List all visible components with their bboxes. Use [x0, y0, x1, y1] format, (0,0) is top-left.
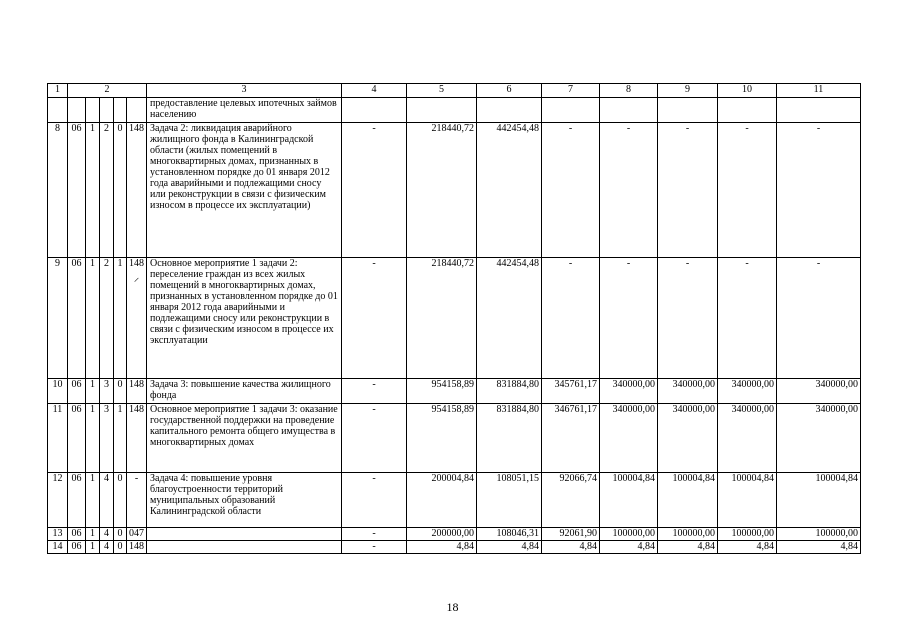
value-cell: 92066,74 — [542, 473, 600, 528]
value-cell: 340000,00 — [718, 379, 777, 404]
code-cell: 148 — [127, 404, 147, 473]
value-cell: - — [542, 258, 600, 379]
value-cell: 340000,00 — [777, 379, 861, 404]
code-cell: 4 — [100, 473, 114, 528]
value-cell: 4,84 — [718, 541, 777, 554]
description-cell: Задача 4: повышение уровня благоустроенности территорий муниципальных образований Калининградской области — [147, 473, 342, 528]
program-table — [47, 83, 861, 554]
code-cell: 1 — [86, 123, 100, 258]
value-cell: 345761,17 — [542, 379, 600, 404]
value-cell: 4,84 — [658, 541, 718, 554]
table-row — [48, 528, 861, 541]
header-cell: 7 — [542, 84, 600, 98]
value-cell: - — [777, 258, 861, 379]
value-cell: - — [342, 473, 407, 528]
value-cell: - — [342, 528, 407, 541]
code-cell: 0 — [114, 528, 127, 541]
row-number: 8 — [48, 123, 68, 258]
code-cell: 06 — [68, 541, 86, 554]
value-cell: 340000,00 — [658, 379, 718, 404]
value-cell: 108051,15 — [477, 473, 542, 528]
value-cell: - — [658, 258, 718, 379]
value-cell: 4,84 — [777, 541, 861, 554]
value-cell: - — [718, 123, 777, 258]
code-cell: 1 — [86, 528, 100, 541]
code-cell: 0 — [114, 379, 127, 404]
code-cell: - — [127, 473, 147, 528]
description-cell: Задача 2: ликвидация аварийного жилищного фонда в Калининградской области (жилых помещений в многоквартирных домах, признанных в установленном порядке до 01 января 2012 года аварийными и подлежащими сносу или реконструкции в связи с физическим износом в процессе их эксплуатации) — [147, 123, 342, 258]
value-cell: - — [342, 123, 407, 258]
code-cell: 2 — [100, 258, 114, 379]
row-number: 13 — [48, 528, 68, 541]
description-cell — [147, 528, 342, 541]
table-row — [48, 379, 861, 404]
value-cell: 218440,72 — [407, 123, 477, 258]
description-cell: Основное мероприятие 1 задачи 3: оказание государственной поддержки на проведение капитального ремонта общего имущества в многоквартирных домах — [147, 404, 342, 473]
header-cell: 10 — [718, 84, 777, 98]
code-cell: 3 — [100, 404, 114, 473]
header-cell: 2 — [68, 84, 147, 98]
value-cell: 954158,89 — [407, 404, 477, 473]
code-cell: 06 — [68, 528, 86, 541]
code-cell: 148 — [127, 379, 147, 404]
value-cell: 100004,84 — [600, 473, 658, 528]
row-number: 10 — [48, 379, 68, 404]
code-cell: 0 — [114, 123, 127, 258]
row-number: 14 — [48, 541, 68, 554]
code-cell: 1 — [114, 258, 127, 379]
value-cell: 442454,48 — [477, 258, 542, 379]
value-cell: 4,84 — [477, 541, 542, 554]
code-cell: 4 — [100, 528, 114, 541]
description-cell: Задача 3: повышение качества жилищного фонда — [147, 379, 342, 404]
table-row — [48, 123, 861, 258]
header-cell: 1 — [48, 84, 68, 98]
code-cell: 148 — [127, 123, 147, 258]
header-cell: 3 — [147, 84, 342, 98]
value-cell: 346761,17 — [542, 404, 600, 473]
table-row — [48, 98, 861, 123]
description-cell: Основное мероприятие 1 задачи 2: переселение граждан из всех жилых помещений в многоквартирных домах, признанных в установленном порядке до 01 января 2012 года аварийными и подлежащими сносу или реконструкции в связи с физическим износом в процессе их эксплуатации — [147, 258, 342, 379]
code-cell: 06 — [68, 404, 86, 473]
value-cell: - — [542, 123, 600, 258]
value-cell: 218440,72 — [407, 258, 477, 379]
value-cell: - — [600, 258, 658, 379]
code-cell: 148 — [127, 541, 147, 554]
value-cell: 100000,00 — [777, 528, 861, 541]
table-row — [48, 258, 861, 379]
row-number: 11 — [48, 404, 68, 473]
value-cell: 831884,80 — [477, 379, 542, 404]
code-cell: 06 — [68, 379, 86, 404]
value-cell: - — [600, 123, 658, 258]
value-cell: 100004,84 — [658, 473, 718, 528]
code-cell: 1 — [86, 541, 100, 554]
value-cell: 100000,00 — [658, 528, 718, 541]
code-cell: 148 — [129, 258, 144, 269]
table-row — [48, 473, 861, 528]
header-cell: 8 — [600, 84, 658, 98]
code-cell: 1 — [86, 404, 100, 473]
tick-mark: ⸝ — [133, 272, 140, 284]
header-row — [48, 84, 861, 98]
value-cell: 92061,90 — [542, 528, 600, 541]
row-number: 9 — [48, 258, 68, 379]
value-cell: 442454,48 — [477, 123, 542, 258]
page-number: 18 — [446, 600, 459, 614]
code-cell: 3 — [100, 379, 114, 404]
code-cell: 06 — [68, 123, 86, 258]
code-cell: 0 — [114, 473, 127, 528]
value-cell: - — [658, 123, 718, 258]
value-cell: 200000,00 — [407, 528, 477, 541]
value-cell: 4,84 — [407, 541, 477, 554]
header-cell: 11 — [777, 84, 861, 98]
table-row — [48, 541, 861, 554]
code-cell: 4 — [100, 541, 114, 554]
code-cell: 06 — [68, 258, 86, 379]
header-cell: 5 — [407, 84, 477, 98]
header-cell: 4 — [342, 84, 407, 98]
code-cell: 047 — [127, 528, 147, 541]
value-cell: 100004,84 — [718, 473, 777, 528]
value-cell: 4,84 — [542, 541, 600, 554]
value-cell: 340000,00 — [658, 404, 718, 473]
value-cell: 4,84 — [600, 541, 658, 554]
description-cell — [147, 541, 342, 554]
value-cell: 954158,89 — [407, 379, 477, 404]
value-cell: - — [718, 258, 777, 379]
value-cell: 340000,00 — [600, 379, 658, 404]
value-cell: 100004,84 — [777, 473, 861, 528]
value-cell: 100000,00 — [600, 528, 658, 541]
value-cell: - — [342, 404, 407, 473]
code-cell: 2 — [100, 123, 114, 258]
value-cell: - — [777, 123, 861, 258]
code-cell: 1 — [114, 404, 127, 473]
code-cell: 1 — [86, 258, 100, 379]
value-cell: 340000,00 — [718, 404, 777, 473]
value-cell: - — [342, 258, 407, 379]
header-cell: 9 — [658, 84, 718, 98]
value-cell: 340000,00 — [777, 404, 861, 473]
value-cell: 108046,31 — [477, 528, 542, 541]
code-cell: 1 — [86, 473, 100, 528]
code-cell: 06 — [68, 473, 86, 528]
value-cell: - — [342, 541, 407, 554]
value-cell: 200004,84 — [407, 473, 477, 528]
continuation-text: предоставление целевых ипотечных займов населению — [147, 98, 342, 123]
value-cell: 831884,80 — [477, 404, 542, 473]
row-number: 12 — [48, 473, 68, 528]
code-cell: 0 — [114, 541, 127, 554]
value-cell: - — [342, 379, 407, 404]
code-cell: 1 — [86, 379, 100, 404]
table-row — [48, 404, 861, 473]
value-cell: 100000,00 — [718, 528, 777, 541]
value-cell: 340000,00 — [600, 404, 658, 473]
header-cell: 6 — [477, 84, 542, 98]
